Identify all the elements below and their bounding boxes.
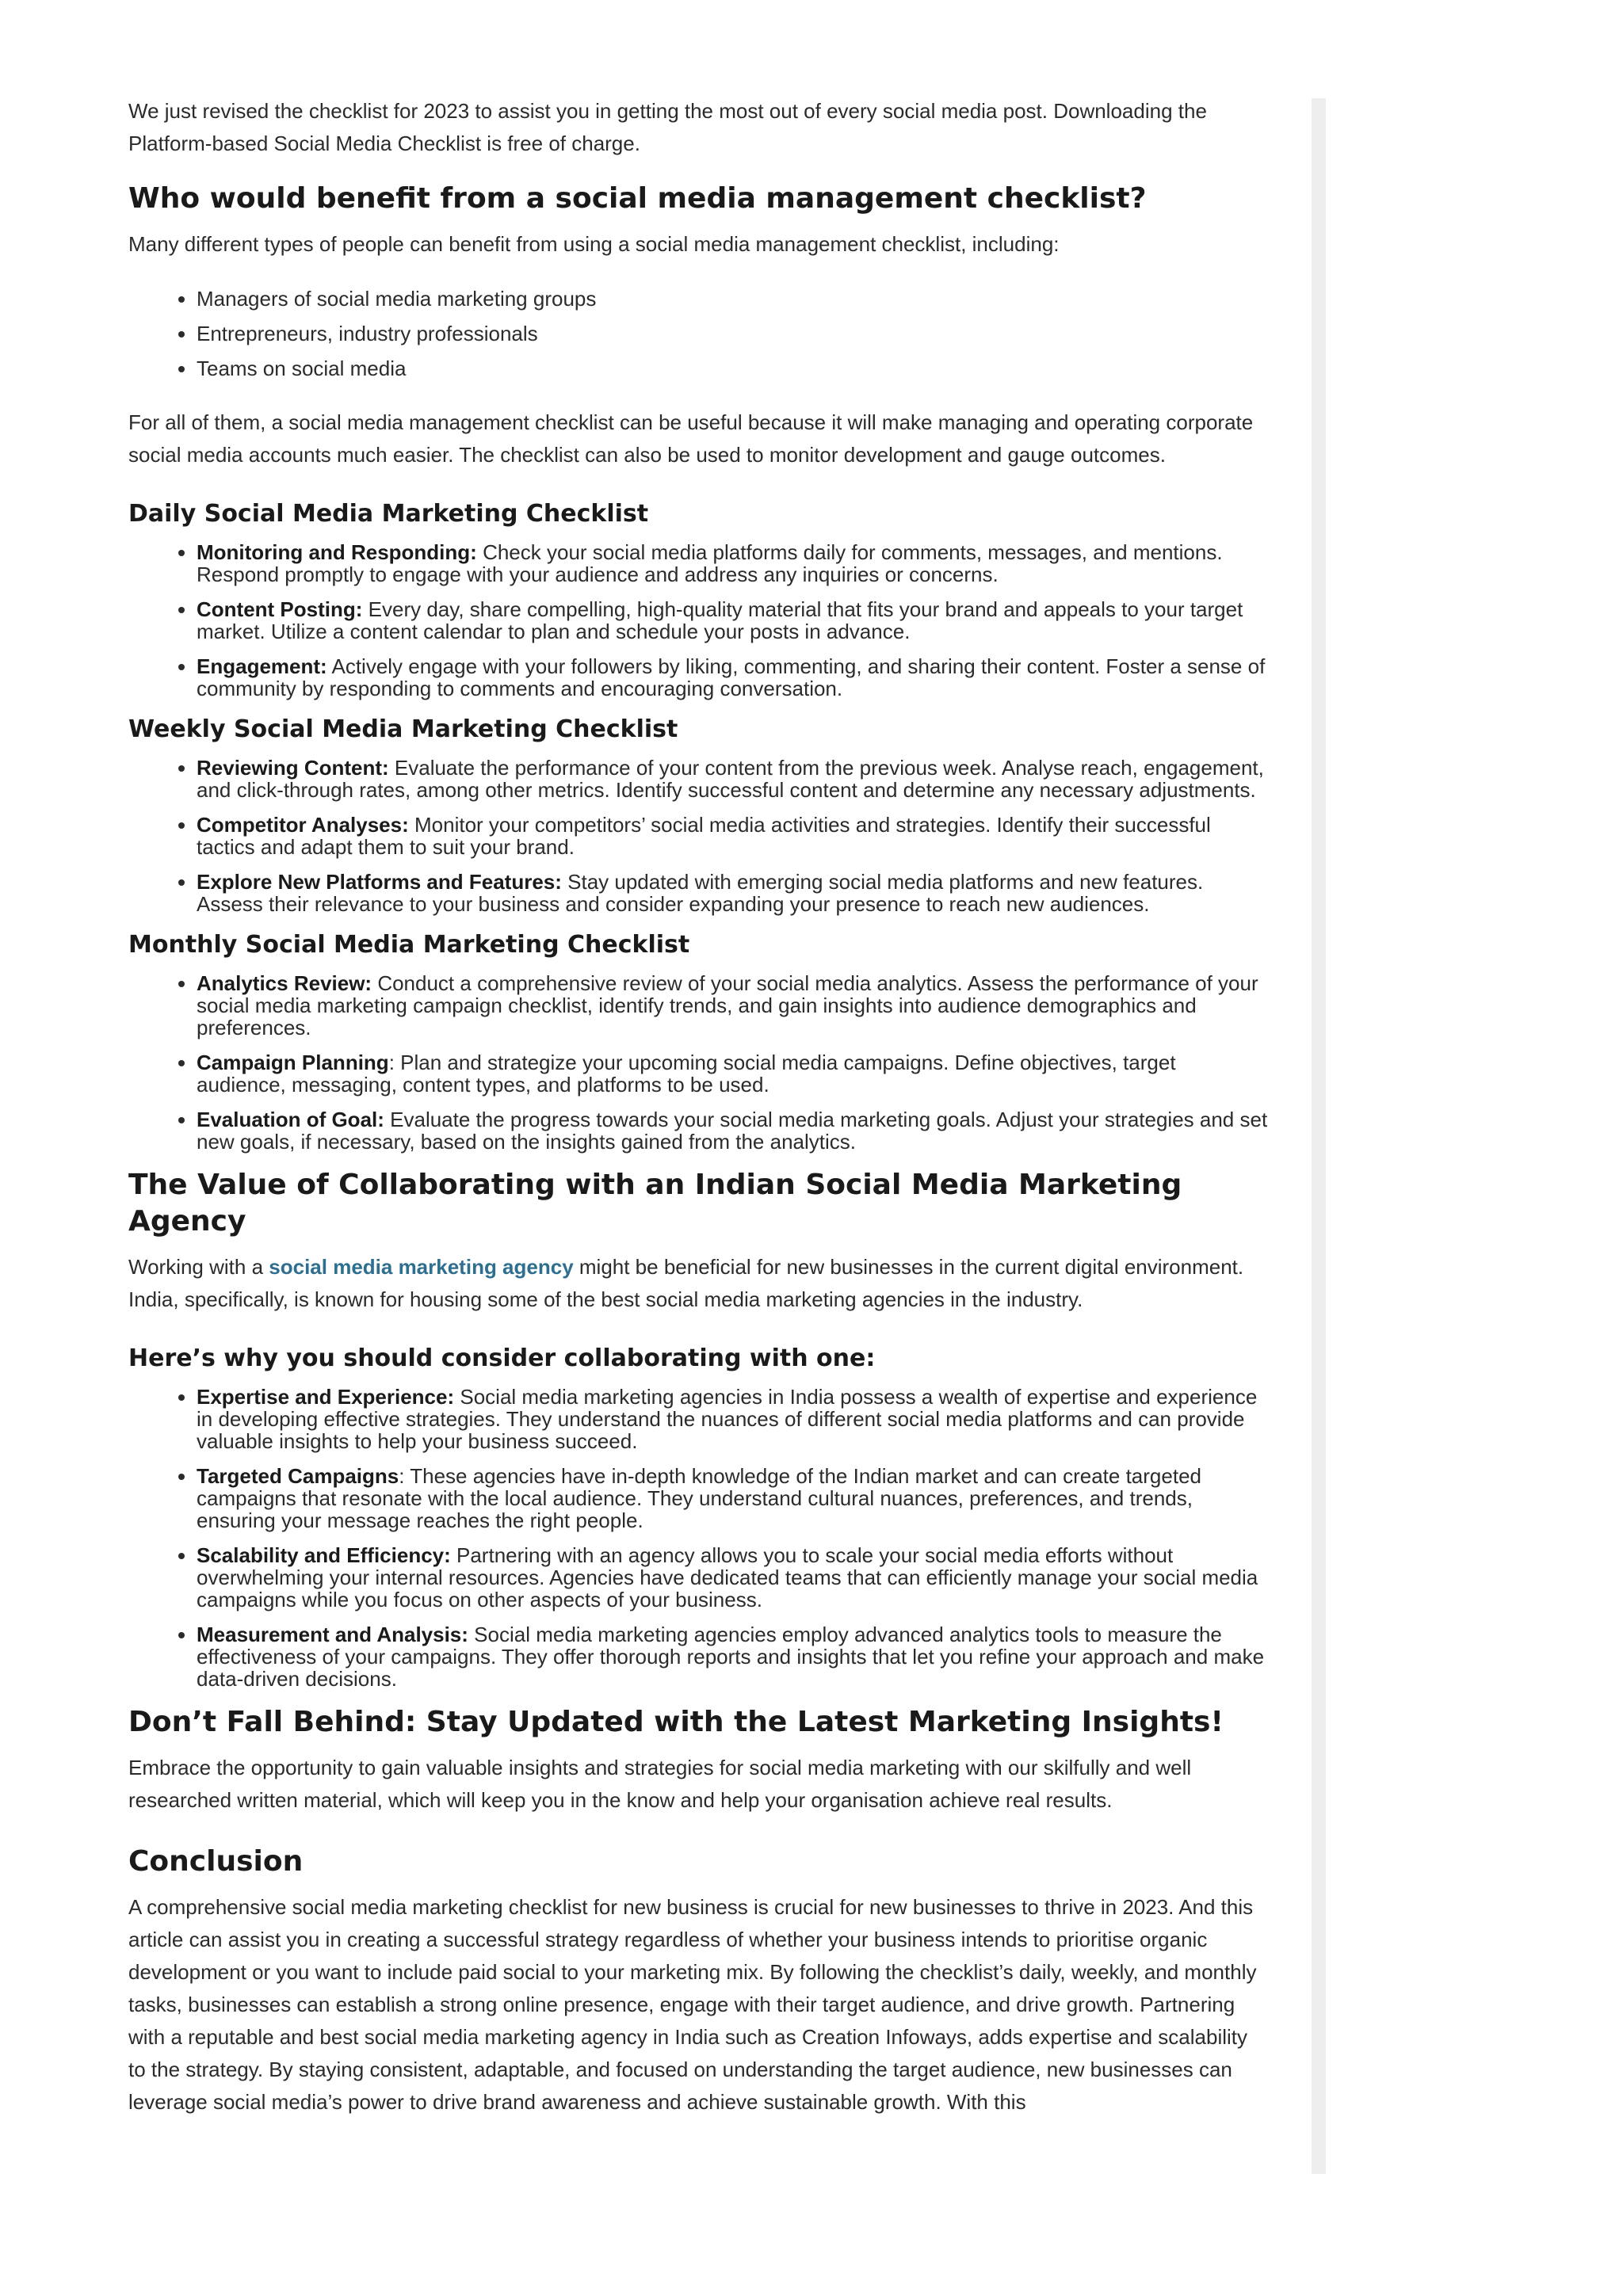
item-label: Analytics Review: (197, 971, 372, 995)
conclusion-paragraph: A comprehensive social media marketing checklist for new business is crucial for new businesses to thrive in 2023. And this article can assist you in creating a successful strategy regardless of whether your business intends to prioritise organic development or you want to include paid social to your marketing mix. By following the checklist’s daily, weekly, and monthly tasks, businesses can establish a strong online presence, engage with their target audience, and drive growth. Partnering with a reputable and best social media marketing agency in India such as Creation Infoways, adds expertise and scalability to the strategy. By staying consistent, adaptable, and focused on understanding the target audience, new businesses can leverage social media’s power to drive brand awareness and achieve sustainable growth. With this (128, 1895, 1257, 2114)
list-item: • Entrepreneurs, industry professionals (197, 316, 1270, 351)
list-item: • Managers of social media marketing groups (197, 281, 1270, 316)
benefit-heading: Who would benefit from a social media management checklist? (128, 182, 1147, 215)
item-text: Monitor your competitors’ social media activities and strategies. Identify their successful tactics and adapt them to suit your brand. (197, 813, 1211, 859)
item-text: Check your social media platforms daily for comments, messages, and mentions. Respond promptly to engage with your audience and address any inquiries or concerns. (197, 540, 1223, 586)
item-text: Partnering with an agency allows you to scale your social media efforts without overwhelming your internal resources. Agencies have dedicated teams that can efficiently manage your social media campaigns while you focus on other aspects of your business. (197, 1543, 1258, 1611)
item-text: Every day, share compelling, high-quality material that fits your brand and appeals to your target market. Utilize a content calendar to plan and schedule your posts in advance. (197, 597, 1243, 643)
item-text: : These agencies have in-depth knowledge of the Indian market and can create targeted campaigns that resonate with the local audience. They understand cultural nuances, preferences, and trends, ensuring your message reaches the right people. (197, 1464, 1201, 1532)
value-text-after: might be beneficial for new businesses in the current digital environment. India, specifically, is known for housing some of the best social media marketing agencies in the industry. (128, 1255, 1244, 1311)
list-item (197, 972, 1270, 1039)
item-text: Stay updated with emerging social media platforms and new features. Assess their relevance to your business and consider expanding your presence to reach new audiences. (197, 870, 1204, 916)
list-item (197, 1386, 1270, 1452)
daily-list (128, 541, 1270, 700)
item-text: Social media marketing agencies in India possess a wealth of expertise and experience in developing effective strategies. They understand the nuances of different social media platforms and can provide valuable insights to help your business succeed. (197, 1385, 1258, 1453)
item-label: Evaluation of Goal: (197, 1108, 384, 1131)
agency-link[interactable]: social media marketing agency (269, 1255, 574, 1279)
conclusion-heading: Conclusion (128, 1845, 304, 1878)
item-text: Conduct a comprehensive review of your social media analytics. Assess the performance of your social media marketing campaign checklist, identify trends, and gain insights into audience demographics and preferences. (197, 971, 1258, 1039)
item-label: Scalability and Efficiency: (197, 1543, 451, 1567)
intro-paragraph: We just revised the checklist for 2023 to assist you in getting the most out of every social media post. Downloading the Platform-based Social Media Checklist is free of charge. (128, 99, 1207, 155)
monthly-list (128, 972, 1270, 1153)
item-label: Campaign Planning (197, 1051, 389, 1074)
item-text: Actively engage with your followers by liking, commenting, and sharing their content. Foster a sense of community by responding to comments and encouraging conversation. (197, 654, 1266, 700)
list-item (197, 757, 1270, 801)
list-item (197, 1051, 1270, 1096)
benefit-outro: For all of them, a social media management checklist can be useful because it will make managing and operating corporate social media accounts much easier. The checklist can also be used to monitor development and gauge outcomes. (128, 410, 1254, 467)
why-list (128, 1386, 1270, 1690)
behind-paragraph: Embrace the opportunity to gain valuable insights and strategies for social media marketing with our skilfully and well researched written material, which will keep you in the know and help your organisation achieve real results. (128, 1756, 1192, 1812)
list-item (197, 814, 1270, 858)
item-text: Evaluate the progress towards your social media marketing goals. Adjust your strategies and set new goals, if necessary, based on the insights gained from the analytics. (197, 1108, 1268, 1154)
list-item (197, 1465, 1270, 1531)
item-label: Reviewing Content: (197, 756, 389, 780)
value-paragraph (128, 1251, 1270, 1316)
sidebar-scroll-track (1312, 98, 1326, 2174)
item-text: Social media marketing agencies employ advanced analytics tools to measure the effectiveness of your campaigns. They offer thorough reports and insights that let you refine your approach and make data-driven decisions. (197, 1623, 1265, 1691)
list-item (197, 541, 1270, 585)
list-item (197, 1108, 1270, 1153)
list-item (197, 871, 1270, 915)
behind-heading: Don’t Fall Behind: Stay Updated with the Latest Marketing Insights! (128, 1706, 1224, 1738)
benefit-lead: Many different types of people can benefit from using a social media management checklist, including: (128, 232, 1060, 256)
item-text: Evaluate the performance of your content from the previous week. Analyse reach, engagement, and click-through rates, among other metrics. Identify successful content and determine any necessary adjustments. (197, 756, 1264, 802)
daily-heading: Daily Social Media Marketing Checklist (128, 500, 649, 528)
weekly-heading: Weekly Social Media Marketing Checklist (128, 715, 678, 743)
value-heading: The Value of Collaborating with an Indian Social Media Marketing Agency (128, 1169, 1182, 1238)
weekly-list (128, 757, 1270, 915)
item-label: Measurement and Analysis: (197, 1623, 468, 1646)
why-heading: Here’s why you should consider collaborating with one: (128, 1344, 876, 1372)
list-item: • Teams on social media (197, 351, 1270, 386)
item-label: Monitoring and Responding: (197, 540, 477, 564)
item-label: Content Posting: (197, 597, 363, 621)
benefit-list (128, 281, 1270, 386)
item-text: : Plan and strategize your upcoming social media campaigns. Define objectives, target audience, messaging, content types, and platforms to be used. (197, 1051, 1176, 1097)
item-label: Explore New Platforms and Features: (197, 870, 562, 894)
list-item (197, 655, 1270, 700)
value-text-before: Working with a (128, 1255, 269, 1279)
item-label: Engagement: (197, 654, 327, 678)
item-label: Targeted Campaigns (197, 1464, 399, 1488)
list-item (197, 1544, 1270, 1611)
monthly-heading: Monthly Social Media Marketing Checklist (128, 931, 690, 959)
item-label: Competitor Analyses: (197, 813, 409, 837)
list-item (197, 1623, 1270, 1690)
list-item (197, 598, 1270, 643)
item-label: Expertise and Experience: (197, 1385, 455, 1409)
article-body (128, 95, 1270, 2139)
